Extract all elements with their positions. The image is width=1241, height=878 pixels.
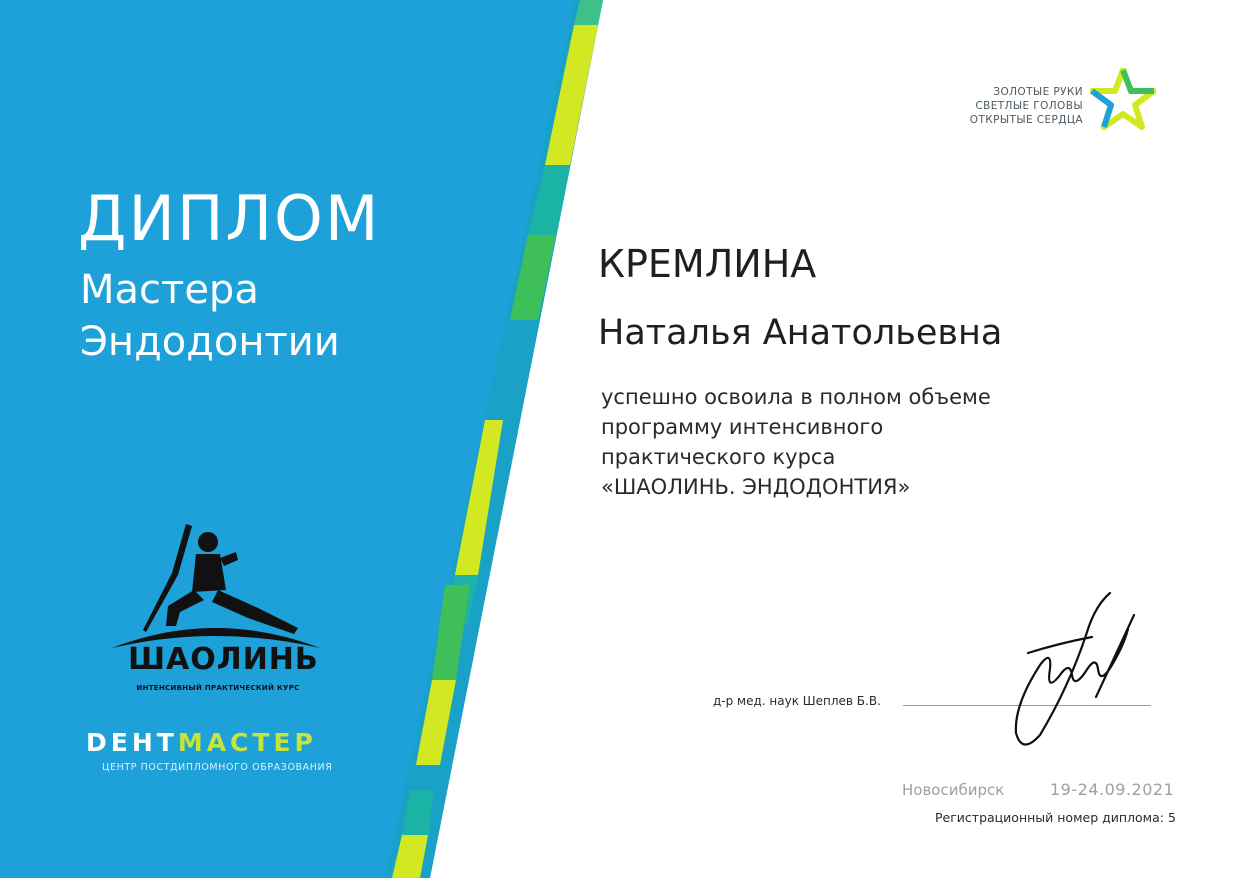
recipient-given-names: Наталья Анатольевна — [598, 313, 1003, 353]
shaolin-logo-word: ШАОЛИНЬ — [128, 642, 319, 677]
statement-line2: программу интенсивного — [601, 415, 884, 439]
recipient-surname: КРЕМЛИНА — [598, 242, 817, 286]
star-logo-icon — [1090, 68, 1156, 130]
diploma-subtitle-line2: Эндодонтии — [80, 319, 340, 365]
sword-icon — [172, 524, 192, 575]
dentmaster-logo-part1: DЕНТ — [86, 728, 178, 757]
dentmaster-tagline: ЦЕНТР ПОСТДИПЛОМНОГО ОБРАЗОВАНИЯ — [102, 762, 333, 773]
monk-arm — [220, 552, 238, 566]
monk-leg-bent — [166, 590, 204, 626]
motto-line3: ОТКРЫТЫЕ СЕРДЦА — [969, 114, 1083, 126]
registration-number: Регистрационный номер диплома: 5 — [935, 810, 1176, 825]
monk-leg-extended — [212, 590, 298, 634]
diploma-title: ДИПЛОМ — [78, 182, 381, 255]
diploma-subtitle-line1: Мастера — [80, 267, 259, 313]
issue-date: 19-24.09.2021 — [1050, 780, 1175, 799]
motto-line1: ЗОЛОТЫЕ РУКИ — [993, 86, 1083, 98]
signer-name: д-р мед. наук Шеплев Б.В. — [713, 694, 881, 708]
statement-line1: успешно освоила в полном объеме — [601, 385, 991, 409]
statement-line3: практического курса — [601, 445, 836, 469]
issue-city: Новосибирск — [902, 781, 1005, 799]
dentmaster-logo-part2: МАСТЕР — [177, 728, 317, 757]
motto-line2: СВЕТЛЫЕ ГОЛОВЫ — [975, 100, 1083, 112]
handwritten-signature — [1000, 585, 1150, 755]
dentmaster-logo — [86, 730, 317, 755]
monk-head — [198, 532, 218, 552]
shaolin-logo-tagline: ИНТЕНСИВНЫЙ ПРАКТИЧЕСКИЙ КУРС — [136, 684, 300, 692]
completion-statement — [601, 382, 991, 502]
statement-line4: «ШАОЛИНЬ. ЭНДОДОНТИЯ» — [601, 475, 911, 499]
shaolin-monk-emblem — [108, 520, 323, 650]
motto-block — [970, 85, 1083, 127]
